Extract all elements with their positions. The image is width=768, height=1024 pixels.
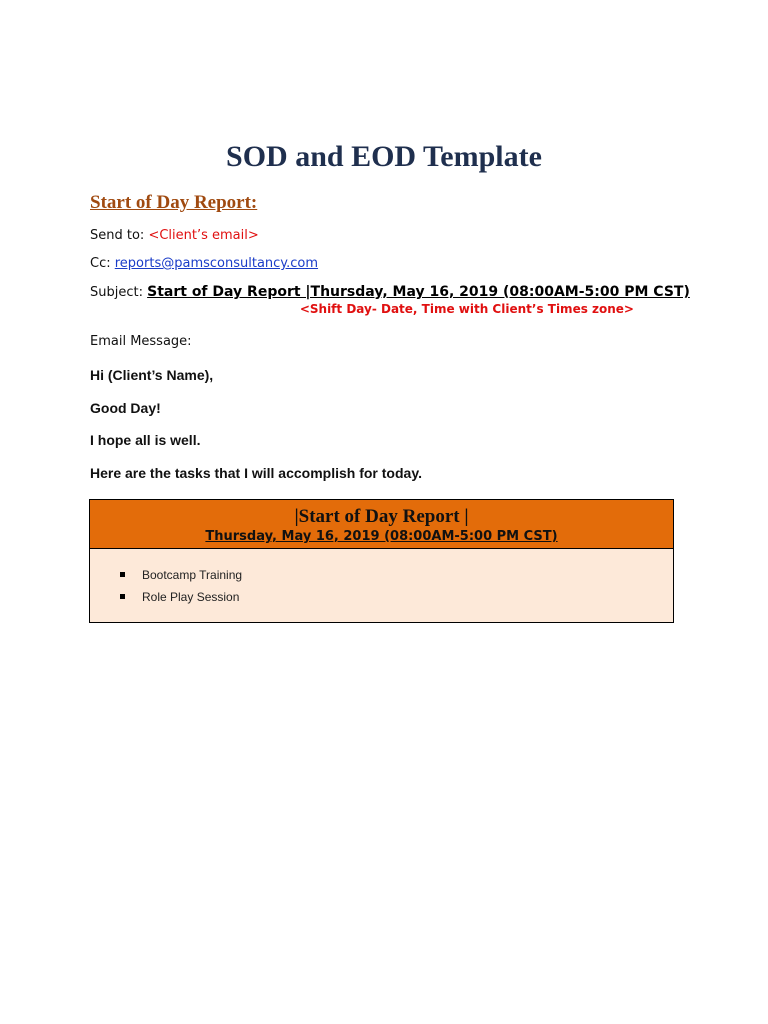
subject-value: Start of Day Report |Thursday, May 16, 2019 (08:00AM-5:00 PM CST) bbox=[147, 284, 690, 300]
hope-line: I hope all is well. bbox=[90, 432, 201, 448]
report-box-title: |Start of Day Report | bbox=[294, 506, 469, 527]
send-to-value: <Client’s email> bbox=[148, 228, 259, 243]
send-to-label: Send to: bbox=[90, 228, 149, 243]
subject-line bbox=[90, 284, 690, 300]
good-day-line: Good Day! bbox=[90, 400, 161, 416]
send-to-line bbox=[90, 228, 259, 243]
square-bullet-icon bbox=[120, 572, 125, 577]
shift-note: <Shift Day- Date, Time with Client’s Times zone> bbox=[299, 302, 634, 316]
cc-label: Cc: bbox=[90, 256, 115, 271]
task-label: Role Play Session bbox=[142, 590, 240, 604]
square-bullet-icon bbox=[120, 594, 125, 599]
report-box bbox=[89, 499, 674, 623]
greeting-line: Hi (Client’s Name), bbox=[90, 367, 214, 383]
email-message-label: Email Message: bbox=[90, 334, 192, 349]
subject-label: Subject: bbox=[90, 285, 148, 300]
report-box-date: Thursday, May 16, 2019 (08:00AM-5:00 PM CST) bbox=[205, 529, 558, 544]
document-title: SOD and EOD Template bbox=[226, 140, 542, 173]
cc-email-link[interactable]: reports@pamsconsultancy.com bbox=[114, 256, 319, 271]
report-box-header bbox=[90, 500, 673, 549]
task-label: Bootcamp Training bbox=[142, 568, 243, 582]
cc-line bbox=[90, 256, 318, 271]
intro-line: Here are the tasks that I will accomplish for today. bbox=[90, 465, 422, 481]
section-heading: Start of Day Report: bbox=[90, 192, 258, 213]
